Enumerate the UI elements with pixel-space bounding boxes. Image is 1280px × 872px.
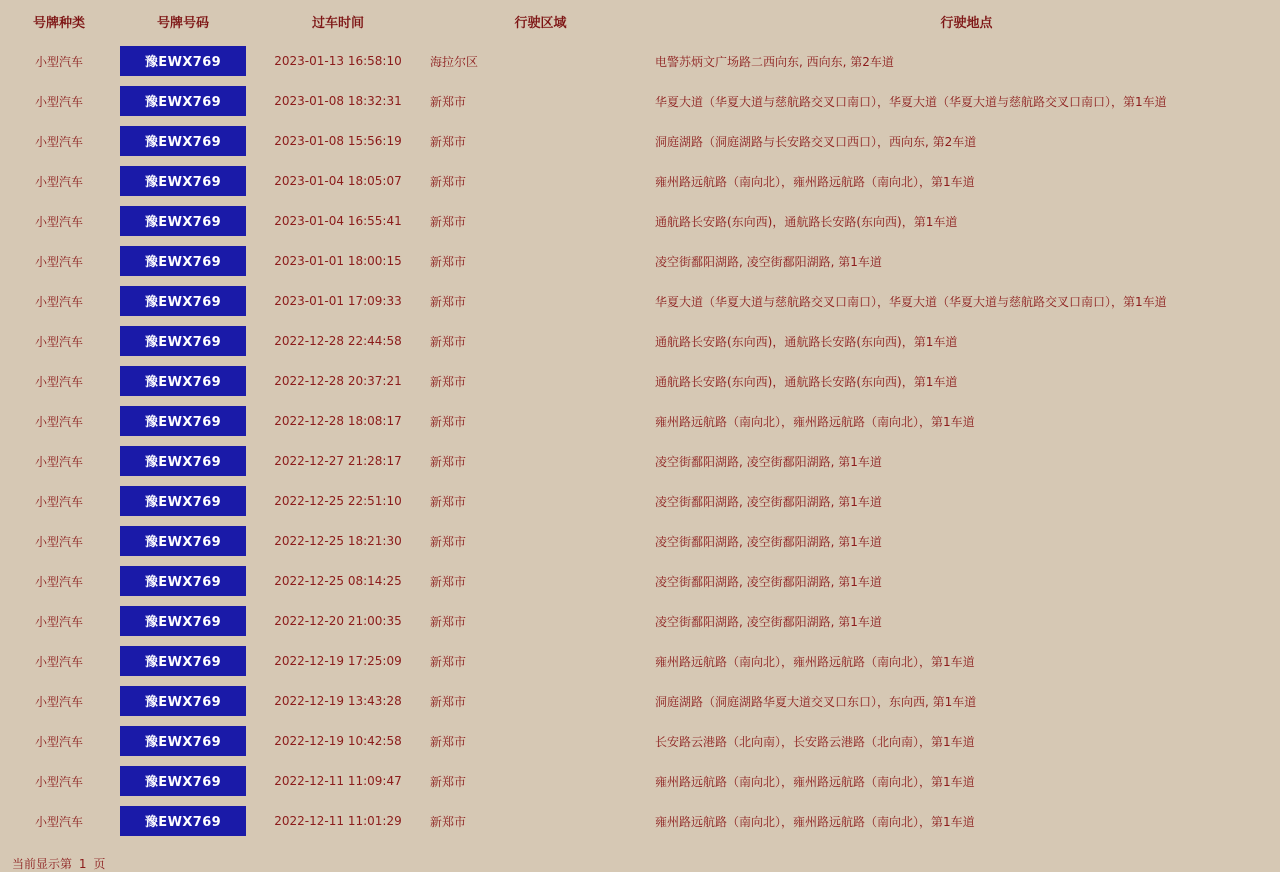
- cell-pass-time: 2022-12-19 13:43:28: [274, 694, 402, 708]
- cell-pass-time: 2022-12-28 22:44:58: [274, 334, 402, 348]
- table-row[interactable]: [0, 441, 1280, 481]
- cell-plate-type: 小型汽车: [34, 94, 83, 109]
- table-row[interactable]: [0, 161, 1280, 201]
- cell-plate-number[interactable]: [118, 121, 248, 161]
- cell-plate-number[interactable]: [118, 201, 248, 241]
- cell-location: 雍州路远航路（南向北），雍州路远航路（南向北），第1车道: [655, 774, 975, 789]
- cell-plate-number[interactable]: [118, 441, 248, 481]
- cell-location: 雍州路远航路（南向北），雍州路远航路（南向北），第1车道: [655, 654, 975, 669]
- cell-area: 新郑市: [430, 614, 467, 629]
- cell-plate-type: 小型汽车: [34, 814, 83, 829]
- cell-location: 凌空街鄱阳湖路, 凌空街鄱阳湖路, 第1车道: [655, 614, 882, 629]
- plate-badge: 豫EWX769: [120, 526, 246, 556]
- table-row[interactable]: [0, 521, 1280, 561]
- table-body: [0, 41, 1280, 841]
- plate-badge: 豫EWX769: [120, 766, 246, 796]
- table-row[interactable]: [0, 321, 1280, 361]
- pagination-status: [0, 841, 1280, 872]
- cell-plate-number[interactable]: [118, 161, 248, 201]
- cell-pass-time: 2022-12-28 18:08:17: [274, 414, 402, 428]
- cell-location: 凌空街鄱阳湖路, 凌空街鄱阳湖路, 第1车道: [655, 494, 882, 509]
- cell-plate-type: 小型汽车: [34, 734, 83, 749]
- cell-area: 新郑市: [430, 214, 467, 229]
- cell-area: 新郑市: [430, 334, 467, 349]
- cell-pass-time: 2022-12-19 10:42:58: [274, 734, 402, 748]
- cell-plate-number[interactable]: [118, 241, 248, 281]
- cell-area: 海拉尔区: [430, 54, 479, 69]
- cell-plate-number[interactable]: [118, 281, 248, 321]
- cell-location: 洞庭湖路（洞庭湖路华夏大道交叉口东口），东向西, 第1车道: [655, 694, 977, 709]
- cell-pass-time: 2022-12-11 11:01:29: [274, 814, 402, 828]
- column-header-plate-type: 号牌种类: [32, 16, 85, 31]
- cell-plate-type: 小型汽车: [34, 574, 83, 589]
- plate-badge: 豫EWX769: [120, 246, 246, 276]
- cell-plate-number[interactable]: [118, 521, 248, 561]
- plate-badge: 豫EWX769: [120, 286, 246, 316]
- cell-pass-time: 2023-01-01 17:09:33: [274, 294, 402, 308]
- column-header-area: 行驶区域: [514, 16, 567, 31]
- cell-pass-time: 2023-01-08 15:56:19: [274, 134, 402, 148]
- cell-location: 通航路长安路(东向西)，通航路长安路(东向西)，第1车道: [655, 214, 958, 229]
- table-row[interactable]: [0, 801, 1280, 841]
- plate-badge: 豫EWX769: [120, 606, 246, 636]
- cell-plate-number[interactable]: [118, 561, 248, 601]
- plate-badge: 豫EWX769: [120, 126, 246, 156]
- cell-area: 新郑市: [430, 814, 467, 829]
- table-row[interactable]: [0, 681, 1280, 721]
- table-header-row: [0, 6, 1280, 41]
- plate-badge: 豫EWX769: [120, 806, 246, 836]
- table-row[interactable]: [0, 281, 1280, 321]
- cell-plate-number[interactable]: [118, 481, 248, 521]
- cell-area: 新郑市: [430, 414, 467, 429]
- cell-pass-time: 2023-01-04 18:05:07: [274, 174, 402, 188]
- cell-location: 凌空街鄱阳湖路, 凌空街鄱阳湖路, 第1车道: [655, 534, 882, 549]
- cell-location: 凌空街鄱阳湖路, 凌空街鄱阳湖路, 第1车道: [655, 574, 882, 589]
- cell-area: 新郑市: [430, 774, 467, 789]
- table-row[interactable]: [0, 201, 1280, 241]
- plate-badge: 豫EWX769: [120, 646, 246, 676]
- cell-location: 通航路长安路(东向西)，通航路长安路(东向西)，第1车道: [655, 334, 958, 349]
- cell-location: 雍州路远航路（南向北），雍州路远航路（南向北），第1车道: [655, 414, 975, 429]
- cell-pass-time: 2023-01-04 16:55:41: [274, 214, 402, 228]
- cell-plate-type: 小型汽车: [34, 294, 83, 309]
- plate-badge: 豫EWX769: [120, 86, 246, 116]
- cell-plate-type: 小型汽车: [34, 654, 83, 669]
- cell-area: 新郑市: [430, 574, 467, 589]
- cell-location: 凌空街鄱阳湖路, 凌空街鄱阳湖路, 第1车道: [655, 454, 882, 469]
- plate-badge: 豫EWX769: [120, 686, 246, 716]
- cell-location: 洞庭湖路（洞庭湖路与长安路交叉口西口），西向东, 第2车道: [655, 134, 977, 149]
- cell-plate-number[interactable]: [118, 41, 248, 81]
- cell-pass-time: 2022-12-25 08:14:25: [274, 574, 402, 588]
- table-row[interactable]: [0, 401, 1280, 441]
- pagination-current-page: 1: [78, 857, 87, 871]
- vehicle-pass-records-table: [0, 6, 1280, 841]
- cell-area: 新郑市: [430, 654, 467, 669]
- table-row[interactable]: [0, 81, 1280, 121]
- cell-plate-type: 小型汽车: [34, 774, 83, 789]
- table-row[interactable]: [0, 241, 1280, 281]
- table-row[interactable]: [0, 121, 1280, 161]
- cell-plate-type: 小型汽车: [34, 374, 83, 389]
- table-row[interactable]: [0, 721, 1280, 761]
- cell-plate-type: 小型汽车: [34, 214, 83, 229]
- cell-plate-number[interactable]: [118, 321, 248, 361]
- cell-location: 华夏大道（华夏大道与慈航路交叉口南口），华夏大道（华夏大道与慈航路交叉口南口），第1车道: [655, 294, 1167, 309]
- column-header-pass-time: 过车时间: [311, 16, 364, 31]
- cell-plate-type: 小型汽车: [34, 134, 83, 149]
- cell-plate-type: 小型汽车: [34, 54, 83, 69]
- cell-plate-type: 小型汽车: [34, 694, 83, 709]
- cell-location: 凌空街鄱阳湖路, 凌空街鄱阳湖路, 第1车道: [655, 254, 882, 269]
- cell-plate-type: 小型汽车: [34, 414, 83, 429]
- cell-plate-type: 小型汽车: [34, 174, 83, 189]
- cell-area: 新郑市: [430, 454, 467, 469]
- table-row[interactable]: [0, 481, 1280, 521]
- cell-area: 新郑市: [430, 494, 467, 509]
- cell-pass-time: 2023-01-13 16:58:10: [274, 54, 402, 68]
- cell-pass-time: 2023-01-08 18:32:31: [274, 94, 402, 108]
- cell-plate-number[interactable]: [118, 81, 248, 121]
- cell-area: 新郑市: [430, 534, 467, 549]
- cell-plate-type: 小型汽车: [34, 454, 83, 469]
- plate-badge: 豫EWX769: [120, 46, 246, 76]
- cell-plate-number[interactable]: [118, 401, 248, 441]
- cell-pass-time: 2022-12-19 17:25:09: [274, 654, 402, 668]
- column-header-plate-number: 号牌号码: [156, 16, 209, 31]
- cell-location: 长安路云港路（北向南），长安路云港路（北向南），第1车道: [655, 734, 975, 749]
- cell-area: 新郑市: [430, 374, 467, 389]
- plate-badge: 豫EWX769: [120, 566, 246, 596]
- table-row[interactable]: [0, 601, 1280, 641]
- cell-area: 新郑市: [430, 134, 467, 149]
- plate-badge: 豫EWX769: [120, 366, 246, 396]
- cell-plate-type: 小型汽车: [34, 254, 83, 269]
- cell-pass-time: 2022-12-25 22:51:10: [274, 494, 402, 508]
- cell-pass-time: 2022-12-20 21:00:35: [274, 614, 402, 628]
- cell-area: 新郑市: [430, 94, 467, 109]
- cell-plate-type: 小型汽车: [34, 614, 83, 629]
- cell-plate-number[interactable]: [118, 721, 248, 761]
- plate-badge: 豫EWX769: [120, 166, 246, 196]
- table-header: [0, 6, 1280, 41]
- plate-badge: 豫EWX769: [120, 486, 246, 516]
- cell-plate-number[interactable]: [118, 801, 248, 841]
- cell-location: 华夏大道（华夏大道与慈航路交叉口南口），华夏大道（华夏大道与慈航路交叉口南口），第1车道: [655, 94, 1167, 109]
- table-row[interactable]: [0, 641, 1280, 681]
- pagination-prefix: 当前显示第: [12, 857, 73, 871]
- table-row[interactable]: [0, 761, 1280, 801]
- cell-location: 通航路长安路(东向西)，通航路长安路(东向西)，第1车道: [655, 374, 958, 389]
- cell-plate-type: 小型汽车: [34, 534, 83, 549]
- cell-plate-number[interactable]: [118, 761, 248, 801]
- cell-plate-type: 小型汽车: [34, 494, 83, 509]
- plate-badge: 豫EWX769: [120, 726, 246, 756]
- cell-plate-type: 小型汽车: [34, 334, 83, 349]
- cell-location: 雍州路远航路（南向北），雍州路远航路（南向北），第1车道: [655, 174, 975, 189]
- plate-badge: 豫EWX769: [120, 326, 246, 356]
- plate-badge: 豫EWX769: [120, 206, 246, 236]
- table-row[interactable]: [0, 561, 1280, 601]
- cell-area: 新郑市: [430, 294, 467, 309]
- cell-pass-time: 2022-12-28 20:37:21: [274, 374, 402, 388]
- cell-pass-time: 2022-12-27 21:28:17: [274, 454, 402, 468]
- cell-pass-time: 2022-12-25 18:21:30: [274, 534, 402, 548]
- plate-badge: 豫EWX769: [120, 446, 246, 476]
- cell-location: 电警苏炳文广场路二西向东, 西向东, 第2车道: [655, 54, 894, 69]
- column-header-location: 行驶地点: [940, 16, 993, 31]
- cell-area: 新郑市: [430, 694, 467, 709]
- table-row[interactable]: [0, 361, 1280, 401]
- cell-area: 新郑市: [430, 174, 467, 189]
- cell-area: 新郑市: [430, 254, 467, 269]
- cell-pass-time: 2023-01-01 18:00:15: [274, 254, 402, 268]
- cell-area: 新郑市: [430, 734, 467, 749]
- cell-plate-number[interactable]: [118, 641, 248, 681]
- cell-plate-number[interactable]: [118, 601, 248, 641]
- pagination-suffix: 页: [93, 857, 106, 871]
- cell-pass-time: 2022-12-11 11:09:47: [274, 774, 402, 788]
- cell-location: 雍州路远航路（南向北），雍州路远航路（南向北），第1车道: [655, 814, 975, 829]
- cell-plate-number[interactable]: [118, 681, 248, 721]
- plate-badge: 豫EWX769: [120, 406, 246, 436]
- cell-plate-number[interactable]: [118, 361, 248, 401]
- table-row[interactable]: [0, 41, 1280, 81]
